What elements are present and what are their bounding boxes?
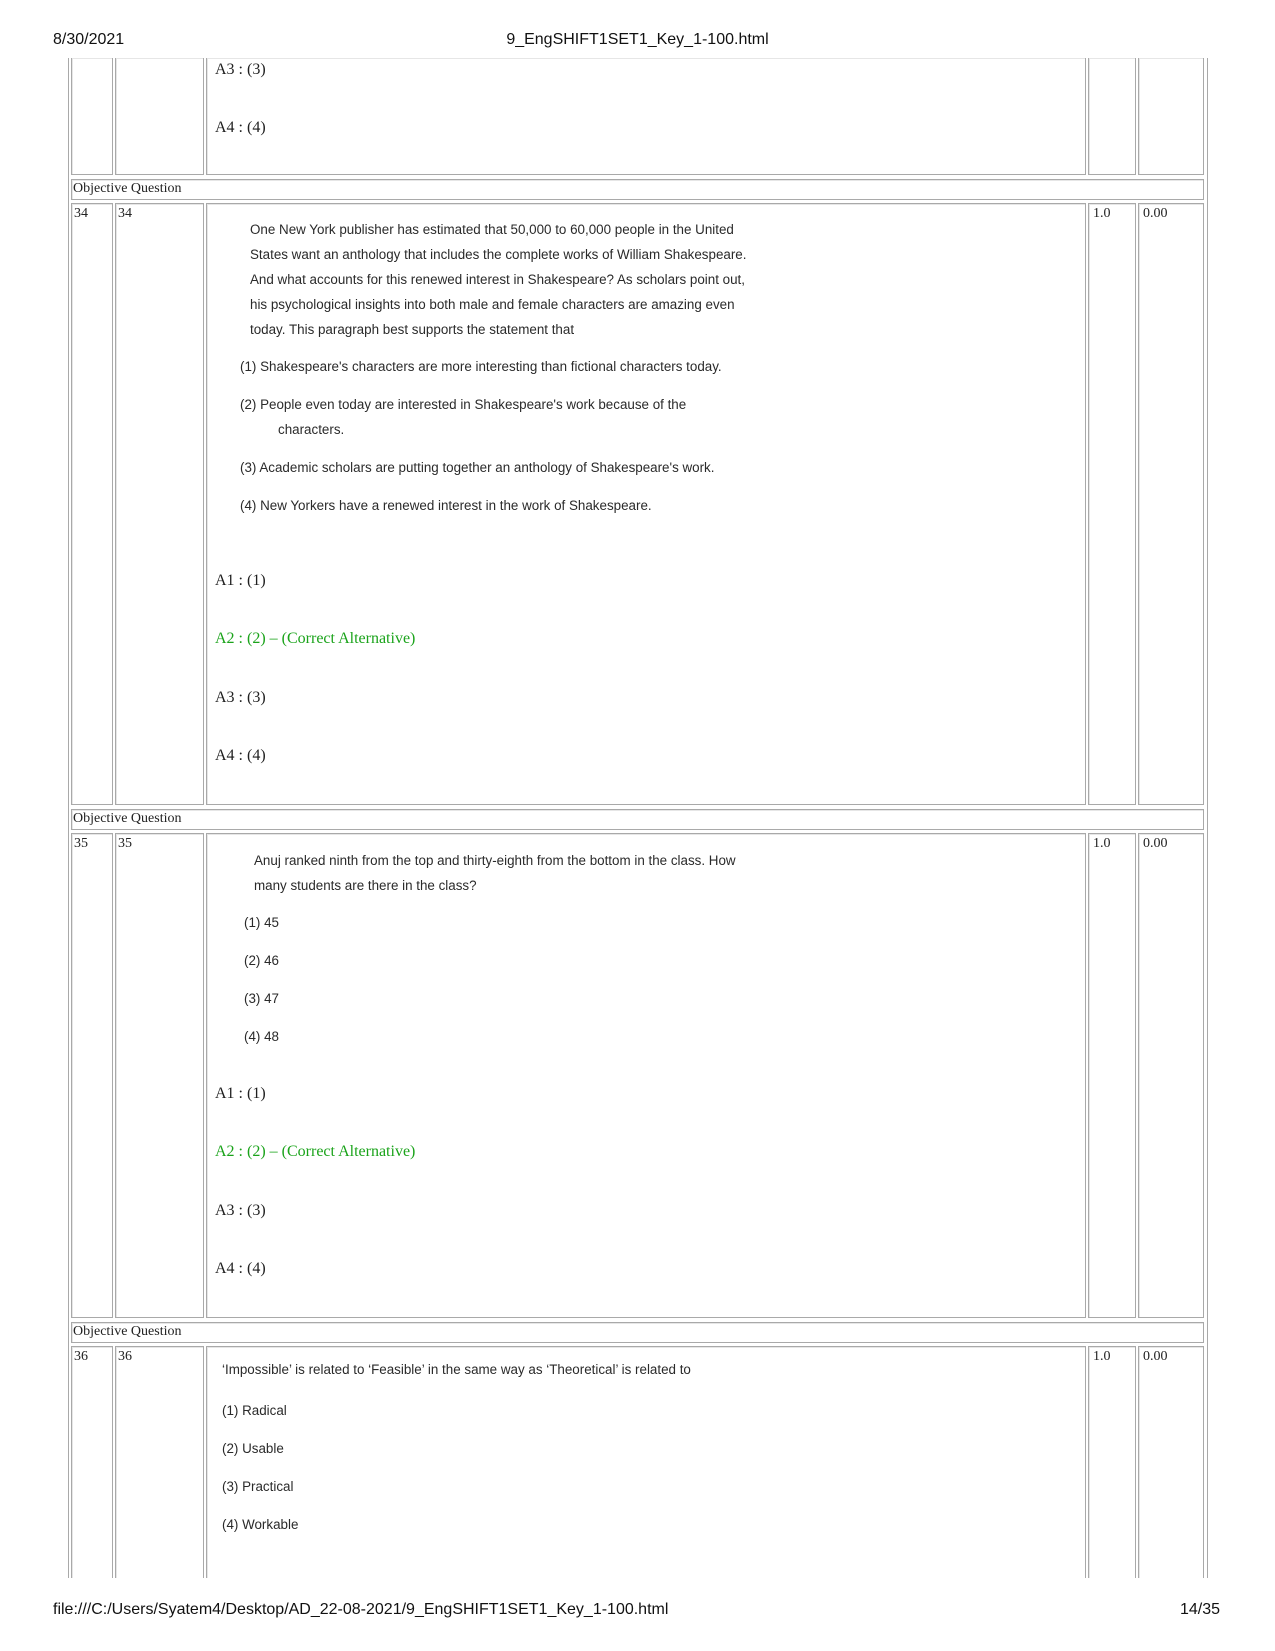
file-path: file:///C:/Users/Syatem4/Desktop/AD_22-08-2021/9_EngSHIFT1SET1_Key_1-100.html [53,1601,669,1618]
sno-cell [71,203,113,805]
qid-cell [115,58,204,175]
answer-option: A4 : (4) [215,119,266,136]
section-header-row [71,179,1204,200]
question-text-line: today. This paragraph best supports the statement that [250,322,575,337]
question-id: 35 [118,836,132,851]
question-text-line: his psychological insights into both male and female characters are amazing even [250,297,735,312]
qid-cell [115,1346,204,1578]
question-id: 34 [118,206,132,221]
qid-cell [115,203,204,805]
print-date: 8/30/2021 [53,31,125,48]
answer-option-correct: A2 : (2) – (Correct Alternative) [215,1143,416,1160]
table-outer-left-border [68,58,69,1578]
question-text-line: One New York publisher has estimated that 50,000 to 60,000 people in the United [250,222,734,237]
question-option: (4) New Yorkers have a renewed interest in the work of Shakespeare. [240,498,652,513]
document-title: 9_EngSHIFT1SET1_Key_1-100.html [506,31,769,48]
question-text-line: many students are there in the class? [254,878,477,893]
answer-option: A1 : (1) [215,1085,266,1102]
question-text-line: States want an anthology that includes the complete works of William Shakespeare. [250,247,747,262]
section-title: Objective Question [73,811,182,826]
section-title: Objective Question [73,181,182,196]
question-text-line: ‘Impossible’ is related to ‘Feasible’ in the same way as ‘Theoretical’ is related to [222,1362,691,1377]
answer-option: A4 : (4) [215,1260,266,1277]
question-option: (3) 47 [244,991,279,1006]
qid-cell [115,833,204,1318]
content-cell [206,58,1086,175]
question-option: (1) 45 [244,915,279,930]
section-header-row [71,1322,1204,1343]
question-option: (3) Practical [222,1479,294,1494]
answer-option: A1 : (1) [215,572,266,589]
question-option: (1) Shakespeare's characters are more interesting than fictional characters today. [240,359,722,374]
serial-number: 35 [74,836,88,851]
marks-cell [1088,833,1136,1318]
answer-option-correct: A2 : (2) – (Correct Alternative) [215,630,416,647]
question-option: (4) 48 [244,1029,279,1044]
question-option-continuation: characters. [278,422,345,437]
marks-cell [1088,1346,1136,1578]
question-content-cell [206,1346,1086,1578]
question-content-cell [206,203,1086,805]
negative-marks-cell [1138,833,1204,1318]
sno-cell [71,58,113,175]
question-option: (2) People even today are interested in Shakespeare's work because of the [240,397,687,412]
sno-cell [71,833,113,1318]
section-header-row [71,809,1204,830]
section-title: Objective Question [73,1324,182,1339]
answer-option: A3 : (3) [215,1202,266,1219]
marks-value: 1.0 [1093,206,1111,221]
table-outer-right-border [1207,58,1208,1578]
marks-value: 1.0 [1093,836,1111,851]
marks-value: 1.0 [1093,1349,1111,1364]
question-option: (2) 46 [244,953,279,968]
answer-option: A3 : (3) [215,689,266,706]
question-option: (2) Usable [222,1441,284,1456]
answer-option: A3 : (3) [215,61,266,78]
sno-cell [71,1346,113,1578]
question-id: 36 [118,1349,132,1364]
question-option: (4) Workable [222,1517,299,1532]
serial-number: 34 [74,206,88,221]
question-option: (3) Academic scholars are putting together an anthology of Shakespeare's work. [240,460,715,475]
question-content-cell [206,833,1086,1318]
page-number: 14/35 [1179,1601,1220,1618]
negative-marks-cell [1138,203,1204,805]
negative-marks-cell [1138,1346,1204,1578]
question-text-line: Anuj ranked ninth from the top and thirty-eighth from the bottom in the class. How [254,853,736,868]
answer-option: A4 : (4) [215,747,266,764]
marks-cell [1088,203,1136,805]
negative-marks-cell [1138,58,1204,175]
serial-number: 36 [74,1349,88,1364]
marks-cell [1088,58,1136,175]
question-option: (1) Radical [222,1403,287,1418]
question-text-line: And what accounts for this renewed interest in Shakespeare? As scholars point out, [250,272,745,287]
negative-marks-value: 0.00 [1143,206,1168,221]
negative-marks-value: 0.00 [1143,836,1168,851]
negative-marks-value: 0.00 [1143,1349,1168,1364]
